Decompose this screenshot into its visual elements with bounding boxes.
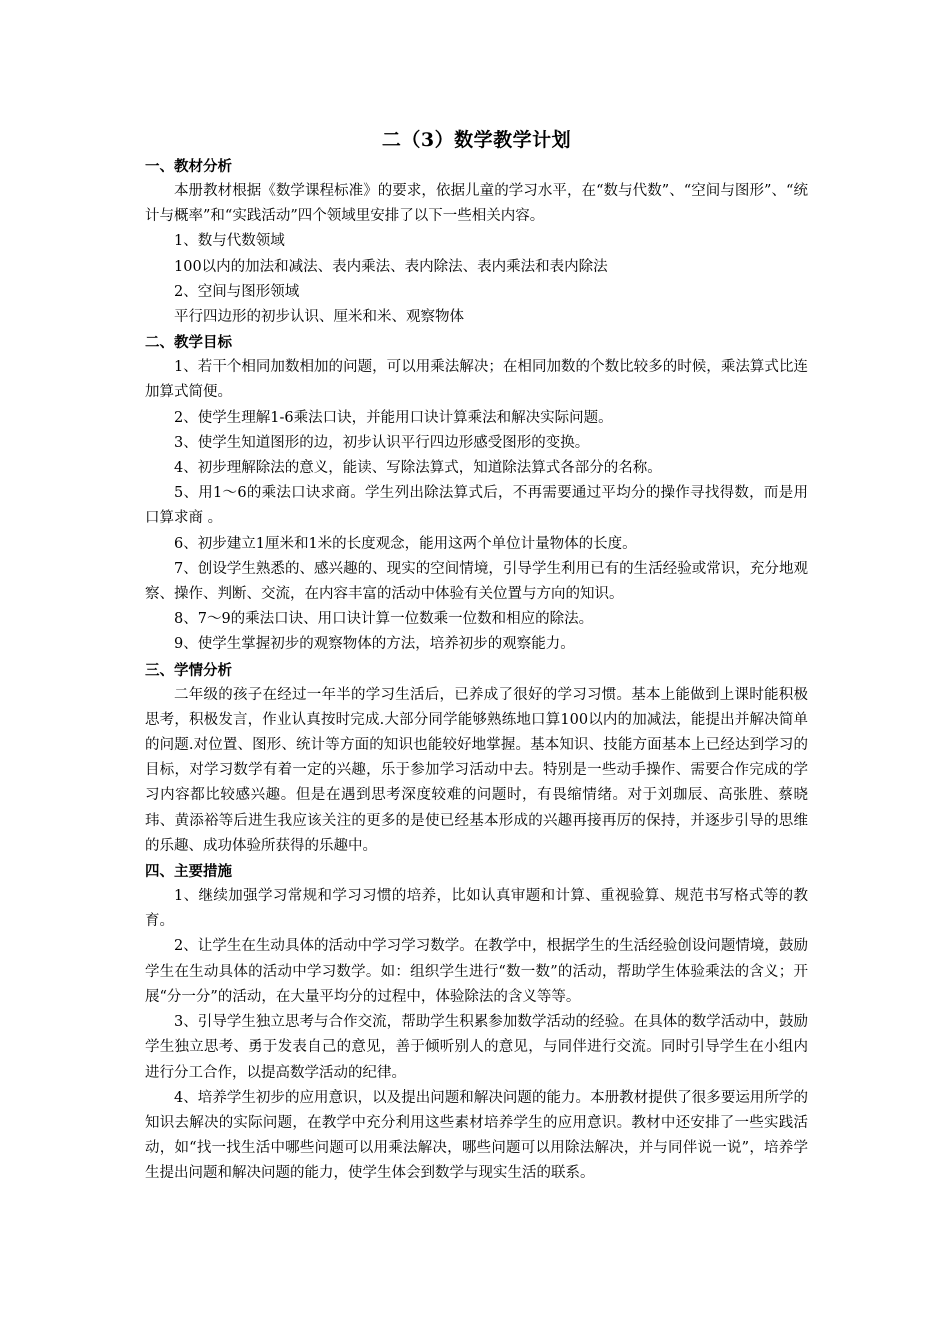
paragraph: 1、若干个相同加数相加的问题，可以用乘法解决；在相同加数的个数比较多的时候，乘法算式比连加算式简便。 <box>145 359 808 401</box>
paragraph: 平行四边形的初步认识、厘米和米、观察物体 <box>174 309 464 326</box>
paragraph: 9、使学生掌握初步的观察物体的方法，培养初步的观察能力。 <box>174 636 575 653</box>
section-teaching-goals <box>145 330 808 657</box>
section-heading: 四、主要措施 <box>145 863 232 881</box>
paragraph: 2、空间与图形领域 <box>174 283 300 300</box>
paragraph: 6、初步建立1厘米和1米的长度观念，能用这两个单位计量物体的长度。 <box>174 535 637 552</box>
paragraph: 5、用1～6的乘法口诀求商。学生列出除法算式后，不再需要通过平均分的操作寻找得数，而是用口算求商 。 <box>145 485 808 527</box>
section-student-analysis <box>145 658 808 859</box>
paragraph: 2、让学生在生动具体的活动中学习学习数学。在教学中，根据学生的生活经验创设问题情境，鼓励学生在生动具体的活动中学习数学。如：组织学生进行“数一数”的活动，帮助学生体验乘法的含义；开展“分一分”的活动，在大量平均分的过程中，体验除法的含义等等。 <box>145 938 808 1005</box>
paragraph: 4、初步理解除法的意义，能读、写除法算式，知道除法算式各部分的名称。 <box>174 460 662 477</box>
paragraph: 4、培养学生初步的应用意识，以及提出问题和解决问题的能力。本册教材提供了很多要运用所学的知识去解决的实际问题，在教学中充分利用这些素材培养学生的应用意识。教材中还安排了一些实践活动，如“找一找生活中哪些问题可以用乘法解决，哪些问题可以用除法解决，并与同伴说一说”，培养学生提出问题和解决问题的能力，使学生体会到数学与现实生活的联系。 <box>145 1089 808 1182</box>
section-main-measures <box>145 859 808 1186</box>
paragraph: 1、数与代数领域 <box>174 233 285 250</box>
section-heading: 二、教学目标 <box>145 334 232 352</box>
paragraph: 7、创设学生熟悉的、感兴趣的、现实的空间情境，引导学生利用已有的生活经验或常识，充分地观察、操作、判断、交流，在内容丰富的活动中体验有关位置与方向的知识。 <box>145 560 808 603</box>
paragraph: 本册教材根据《数学课程标准》的要求，依据儿童的学习水平，在“数与代数”、“空间与图形”、“统计与概率”和“实践活动”四个领域里安排了以下一些相关内容。 <box>145 183 808 225</box>
section-heading: 三、学情分析 <box>145 661 232 679</box>
section-textbook-analysis <box>145 154 808 330</box>
paragraph: 2、使学生理解1-6乘法口诀，并能用口诀计算乘法和解决实际问题。 <box>174 409 613 426</box>
document-body <box>145 126 808 1187</box>
paragraph: 二年级的孩子在经过一年半的学习生活后，已养成了很好的学习习惯。基本上能做到上课时能积极思考，积极发言，作业认真按时完成.大部分同学能够熟练地口算100以内的加减法，能提出并解决简单的问题.对位置、图形、统计等方面的知识也能较好地掌握。基本知识、技能方面基本上已经达到学习的目标，对学习数学有着一定的兴趣，乐于参加学习活动中去。特别是一些动手操作、需要合作完成的学习内容都比较感兴趣。但是在遇到思考深度较难的问题时，有畏缩情绪。对于刘珈辰、高张胜、蔡晓玮、黄添裕等后进生我应该关注的更多的是使已经基本形成的兴趣再接再厉的保持，并逐步引导的思维的乐趣、成功体验所获得的乐趣中。 <box>145 686 808 854</box>
paragraph: 1、继续加强学习常规和学习习惯的培养，比如认真审题和计算、重视验算、规范书写格式等的教育。 <box>145 888 808 930</box>
paragraph: 3、使学生知道图形的边，初步认识平行四边形感受图形的变换。 <box>174 434 590 451</box>
section-heading: 一、教材分析 <box>145 158 232 175</box>
paragraph: 100以内的加法和减法、表内乘法、表内除法、表内乘法和表内除法 <box>174 258 608 275</box>
paragraph: 8、7～9的乘法口诀、用口诀计算一位数乘一位数和相应的除法。 <box>174 611 594 628</box>
paragraph: 3、引导学生独立思考与合作交流，帮助学生积累参加数学活动的经验。在具体的数学活动中，鼓励学生独立思考、勇于发表自己的意见，善于倾听别人的意见，与同伴进行交流。同时引导学生在小组内进行分工合作，以提高数学活动的纪律。 <box>145 1014 808 1081</box>
document-title: 二（3）数学教学计划 <box>381 129 572 151</box>
